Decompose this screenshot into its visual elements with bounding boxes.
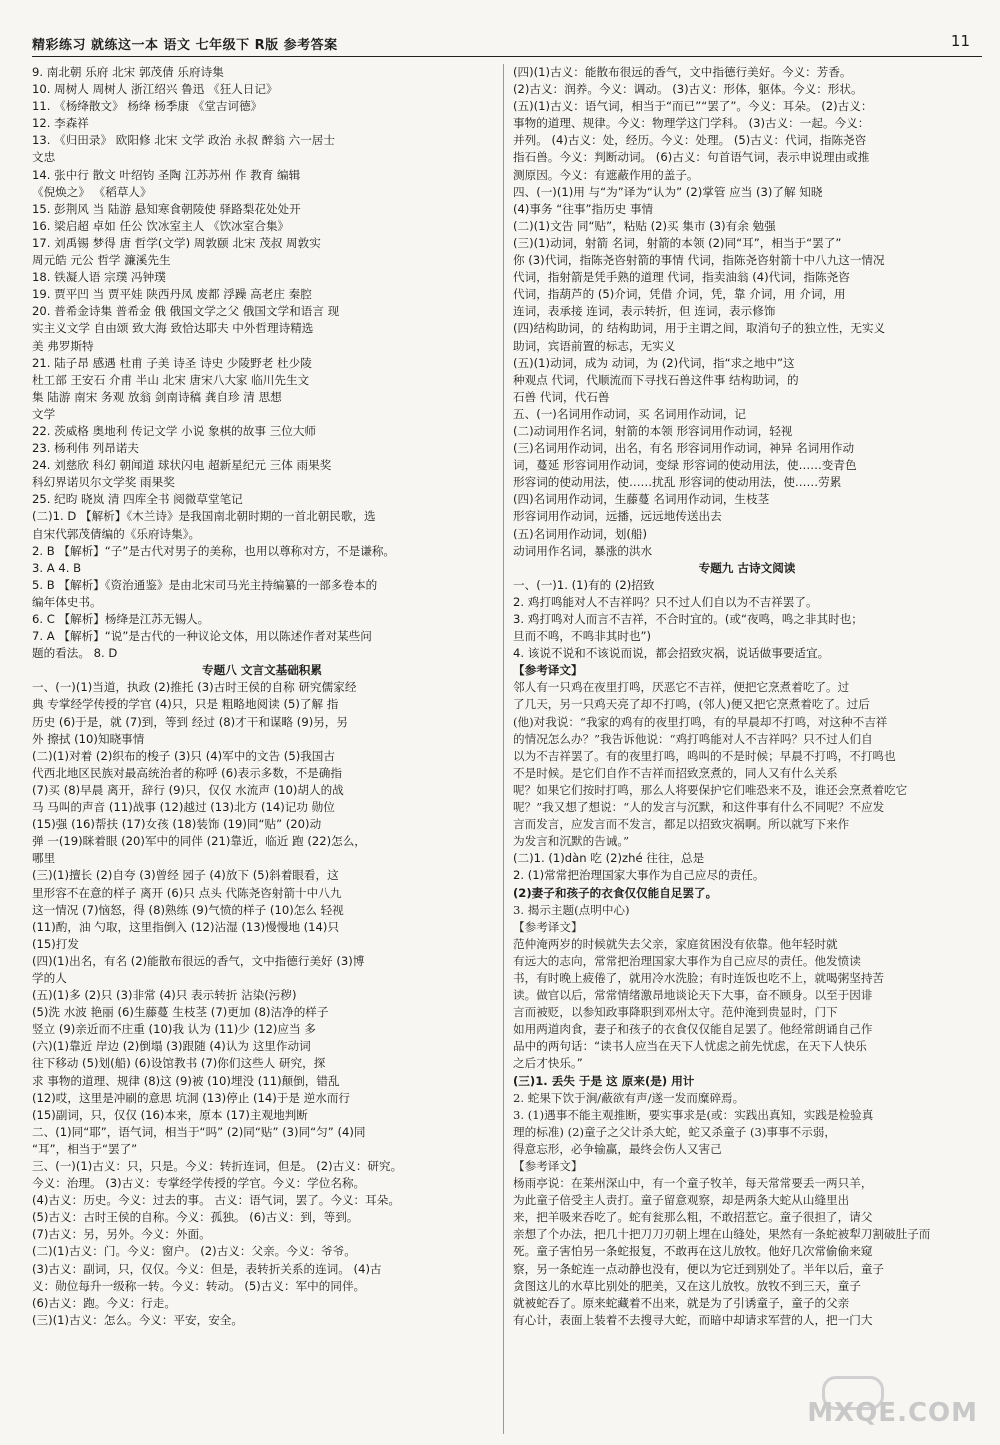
text-line: “耳”，相当于“罢了” <box>32 1141 138 1156</box>
text-line: (三)(1)古义：怎么。今义：平安，安全。 <box>32 1312 243 1327</box>
text-line: 贪图这儿的水草比别处的肥美，又在这儿放牧。放牧不到三天，童子 <box>513 1278 861 1293</box>
running-title: 精彩练习 就练这一本 语文 七年级下 R版 参考答案 <box>32 38 338 53</box>
section-heading: 专题九 古诗文阅读 <box>698 560 796 575</box>
text-line: (15)副词，只，仅仅 (16)本来，原本 (17)主观地判断 <box>32 1107 308 1122</box>
text-line: (12)哎，这里是冲刷的意思 坑洞 (13)停止 (14)于是 逆水而行 <box>32 1090 351 1105</box>
text-line: (五)(1)动词，成为 动词，为 (2)代词，指“求之地中”这 <box>513 355 795 370</box>
text-line: 言而被贬，以参知政事降职到邓州太守。范仲淹到贵显时，门下 <box>513 1005 838 1020</box>
text-line: (4)事务 “往事”指历史 事情 <box>513 201 654 216</box>
text-line: 呢？如果它们按时打鸣，那么人将要保护它们唯恐来不及，谁还会烹煮着吃它 <box>513 782 908 797</box>
text-line: 今义：治理。 (3)古义：专掌经学传授的学官。今义：学位名称。 <box>32 1176 366 1191</box>
text-line: 编年体史书。 <box>32 594 102 609</box>
translation-label: 【参考译文】 <box>513 663 583 678</box>
text-line: 实主义文学 自由颂 致大海 致恰达耶夫 中外哲理诗精选 <box>32 321 314 336</box>
text-line: (6)古义：跑。今义：行走。 <box>32 1295 176 1310</box>
text-line: 种观点 代词，代顺流而下寻找石兽这件事 结构助词，的 <box>513 372 799 387</box>
text-line: 死。童子害怕另一条蛇报复，不敢再在这儿放牧。他好几次常偷偷来窥 <box>513 1244 873 1259</box>
text-line: (四)结构助词，的 结构助词，用于主谓之间，取消句子的独立性，无实义 <box>513 321 886 336</box>
text-line: (5)古义：古时王侯的自称。今义：孤独。 (6)古义：到，等到。 <box>32 1210 359 1225</box>
text-line: (三)(1)动词，射箭 名词，射箭的本领 (2)同“耳”，相当于“罢了” <box>513 235 842 250</box>
text-line: 有远大的志向，常常把治理国家大事作为自己应尽的责任。他发愤读 <box>513 953 861 968</box>
text-line: (四)(1)出名，有名 (2)能散布很远的香气，文中指德行美好 (3)博 <box>32 953 365 968</box>
text-line: 5. B 【解析】《资治通鉴》是由北宋司马光主持编纂的一部多卷本的 <box>32 577 378 592</box>
text-line: 3. 揭示主题(点明中心) <box>513 902 630 917</box>
text-line: 16. 梁启超 卓如 任公 饮冰室主人 《饮冰室合集》 <box>32 218 290 233</box>
text-line: 19. 贾平凹 当 贾平娃 陕西丹凤 废都 浮躁 高老庄 秦腔 <box>32 287 312 302</box>
text-line: 2. B 【解析】“子”是古代对男子的美称，也用以尊称对方，不是谦称。 <box>32 543 396 558</box>
text-line: (5)洗 水波 艳丽 (6)生藤蔓 生枝茎 (7)更加 (8)洁净的样子 <box>32 1005 329 1020</box>
text-line: 就被蛇吞了。原来蛇藏着不出来，就是为了引诱童子，童子的父亲 <box>513 1295 850 1310</box>
text-line: (五)名词用作动词，划(船) <box>513 526 648 541</box>
text-line: (四)名词用作动词，生藤蔓 名词用作动词，生枝茎 <box>513 492 770 507</box>
text-line: 4. 该说不说和不该说而说，都会招致灾祸，说话做事要适宜。 <box>513 646 830 661</box>
text-line: 学的人 <box>32 970 67 985</box>
text-line: 测原因。今义：有遮蔽作用的盖子。 <box>513 167 699 182</box>
text-line: 11. 《杨绛散文》 杨绛 杨季康 《堂吉诃德》 <box>32 99 263 114</box>
text-line: (他)对我说：“我家的鸡有的夜里打鸣，有的早晨却不打鸣，对这种不吉祥 <box>513 714 888 729</box>
text-line: 言而发言，应发言而不发言，都足以招致灾祸啊。所以就写下来作 <box>513 817 850 832</box>
text-line: 助词，宾语前置的标志，无实义 <box>513 338 676 353</box>
text-line: 2. (1)常常把治理国家大事作为自己应尽的责任。 <box>513 868 765 883</box>
text-line: 3. A 4. B <box>32 560 82 575</box>
text-line: 你 (3)代词，指陈尧咨射箭的事情 代词，指陈尧咨射箭十中八九这一情况 <box>513 253 885 268</box>
text-line: 五、(一)名词用作动词，买 名词用作动词，记 <box>513 406 747 421</box>
text-line: 【参考译文】 <box>513 1159 583 1173</box>
text-line: 20. 普希金诗集 普希金 俄 俄国文学之父 俄国文学和语言 现 <box>32 304 340 319</box>
text-line: 旦而不鸣，不鸣非其时也”) <box>513 629 652 644</box>
text-line: 13. 《归田录》 欧阳修 北宋 文学 政治 永叔 醉翁 六一居士 <box>32 133 335 148</box>
text-line: 亲想了个办法，把几十把刀刀刃朝上埋在山缝处，果然有一条蛇被犁刀割破肚子而 <box>513 1227 931 1242</box>
text-line: 哪里 <box>32 851 56 866</box>
text-line: 代词，指葫芦的 (5)介词，凭借 介词，凭，靠 介词，用 介词，用 <box>513 287 846 302</box>
text-line: 这一情况 (7)恼怒，得 (8)熟练 (9)气愤的样子 (10)怎么 轻视 <box>32 902 344 917</box>
text-line: 【参考译文】 <box>513 919 583 934</box>
text-line: 代词，指射箭是凭手熟的道理 代词，指卖油翁 (4)代词，指陈尧咨 <box>513 270 850 285</box>
translation-label: (2)妻子和孩子的衣食仅仅能自足罢了。 <box>513 885 718 900</box>
text-line: (二)1. (1)dàn 吃 (2)zhé 往往，总是 <box>513 851 705 866</box>
text-line: 读。做官以后，常常情绪激昂地谈论天下大事，奋不顾身。以至于因诽 <box>513 988 873 1003</box>
text-line: (15)强 (16)帮扶 (17)女孩 (18)装饰 (19)同“贴” (20)动 <box>32 817 322 832</box>
text-line: (六)(1)靠近 岸边 (2)倒塌 (3)跟随 (4)认为 这里作动词 <box>32 1039 311 1054</box>
section-heading: 专题八 文言文基础积累 <box>202 663 322 678</box>
text-line: 为此童子倍受主人责打。童子留意观察，却是两条大蛇从山缝里出 <box>513 1193 850 1208</box>
text-line: 指石兽。今义：判断动词。 (6)古义：句首语气词，表示申说理由或推 <box>513 150 870 165</box>
text-line: (二)动词用作名词，射箭的本领 形容词用作动词，轻视 <box>513 423 793 438</box>
text-line: 书，有时晚上疲倦了，就用冷水洗脸；有时连饭也吃不上，就喝粥坚持苦 <box>513 970 885 985</box>
page-header <box>32 34 982 56</box>
text-line: 25. 纪昀 晓岚 清 四库全书 阅微草堂笔记 <box>32 492 243 507</box>
text-line: 17. 刘禹锡 梦得 唐 哲学(文学) 周敦颐 北宋 茂叔 周敦实 <box>32 235 321 250</box>
text-line: 呢？”我又想了想说：“人的发言与沉默，和这件事有什么不同呢？不应发 <box>513 800 885 815</box>
left-column <box>32 64 492 1329</box>
text-line: 察，另一条蛇连一点动静也没有，便以为它迁到别处了。半年以后，童子 <box>513 1261 885 1276</box>
text-line: 2. 鸡打鸣能对人不吉祥吗？只不过人们自以为不吉祥罢了。 <box>513 594 818 609</box>
watermark <box>807 1374 982 1434</box>
text-line: 了几天，另一只鸡天亮了却不打鸣，(邻人)便又把它烹煮着吃了。过后 <box>513 697 870 712</box>
text-line: 里形容不在意的样子 离开 (6)只 点头 代陈尧咨射箭十中八九 <box>32 885 342 900</box>
text-line: 四、(一)(1)用 与“为”译为“认为” (2)掌管 应当 (3)了解 知晓 <box>513 184 823 199</box>
text-line: 形容词的使动用法，使……扰乱 形容词的使动用法，使……劳累 <box>513 475 842 490</box>
text-line: 事物的道理、规律。今义：物理学这门学科。 (3)古义：一起。今义： <box>513 116 870 131</box>
text-line: (二)(1)古义：门。今义：窗户。 (2)古义：父亲。今义：爷爷。 <box>32 1244 356 1259</box>
text-line: 求 事物的道理、规律 (8)这 (9)被 (10)埋没 (11)颠倒，错乱 <box>32 1073 340 1088</box>
text-line: 9. 南北朝 乐府 北宋 郭茂倩 乐府诗集 <box>32 65 224 79</box>
text-line: (五)(1)古义：语气词，相当于“而已”“罢了”。今义：耳朵。 (2)古义： <box>513 99 873 114</box>
text-line: 10. 周树人 周树人 浙江绍兴 鲁迅 《狂人日记》 <box>32 82 278 97</box>
text-line: 2. 蛇果下饮于涧/蔽欲有声/遂一发而糜碎焉。 <box>513 1090 745 1105</box>
text-line: 22. 茨威格 奥地利 传记文学 小说 象棋的故事 三位大师 <box>32 423 317 438</box>
text-line: (7)买 (8)早晨 离开，辞行 (9)只，仅仅 水流声 (10)胡人的战 <box>32 782 344 797</box>
text-line: 杨雨亭说：在莱州深山中，有一个童子牧羊，每天常常要丢一两只羊， <box>513 1176 873 1191</box>
text-line: 如用两道肉食，妻子和孩子的衣食仅仅能自足罢了。他经常朗诵自己作 <box>513 1022 873 1037</box>
text-line: 美 弗罗斯特 <box>32 338 94 353</box>
watermark-text: MXQE.COM <box>807 1398 978 1428</box>
text-line: 马 马叫的声音 (11)战事 (12)越过 (13)北方 (14)记功 勋位 <box>32 800 335 815</box>
text-line: 题的看法。 8. D <box>32 646 118 661</box>
text-line: 有心计，表面上装着不去搜寻大蛇，而暗中却请求军营的人，把一门大 <box>513 1312 873 1327</box>
text-line: 文忠 <box>32 150 56 165</box>
text-line: (15)打发 <box>32 936 79 951</box>
text-line: (4)古义：历史。今义：过去的事。 古义：语气词，罢了。今义：耳朵。 <box>32 1193 400 1208</box>
text-line: 以为不吉祥罢了。有的夜里打鸣，鸣叫的不是时候；早晨不打鸣，不打鸣也 <box>513 748 896 763</box>
page-number: 11 <box>950 32 970 50</box>
text-line: 3. (1)遇事不能主观推断，要实事求是(或：实践出真知，实践是检验真 <box>513 1107 874 1122</box>
text-line: 为发言和沉默的告诫。” <box>513 834 630 849</box>
text-line: (二)(1)对着 (2)织布的梭子 (3)只 (4)军中的文告 (5)我国古 <box>32 748 335 763</box>
text-line: 三、(一)(1)古义：只，只是。今义：转折连词，但是。 (2)古义：研究。 <box>32 1159 403 1173</box>
text-line: (7)古义：另，另外。今义：外面。 <box>32 1227 211 1242</box>
text-line: 动词用作名词，暴涨的洪水 <box>513 543 653 558</box>
text-line: 21. 陆子昂 感遇 杜甫 子美 诗圣 诗史 少陵野老 杜少陵 <box>32 355 312 370</box>
text-line: 科幻界诺贝尔文学奖 雨果奖 <box>32 475 175 490</box>
text-line: 二、(1)同“耶”，语气词，相当于“吗” (2)同“贴” (3)同“匀” (4)同 <box>32 1124 366 1139</box>
text-line: 12. 李森祥 <box>32 116 89 131</box>
column-divider <box>503 64 504 1434</box>
text-line: 6. C 【解析】杨绛是江苏无锡人。 <box>32 612 210 626</box>
text-line: 理的标准) (2)童子之父计杀大蛇，蛇又杀童子 (3)事事不示弱， <box>513 1124 836 1139</box>
text-line: (四)(1)古义：能散布很远的香气，文中指德行美好。今义：芳香。 <box>513 65 852 79</box>
text-line: 3. 鸡打鸣对人而言不吉祥，不合时宜的。(或“夜鸣，鸣之非其时也； <box>513 612 863 626</box>
text-line: 历史 (6)于是，就 (7)到，等到 经过 (8)才干和谋略 (9)另，另 <box>32 714 348 729</box>
text-line: 18. 铁凝人语 宗璞 冯钟璞 <box>32 270 166 285</box>
text-line: (二)(1)文告 同“贴”，粘贴 (2)买 集市 (3)有余 勉强 <box>513 218 776 233</box>
text-line: 往下移动 (5)划(船) (6)设馆教书 (7)你们这些人 研究，探 <box>32 1056 326 1071</box>
text-line: (三)(1)擅长 (2)自夸 (3)曾经 园子 (4)放下 (5)斜着眼看，这 <box>32 868 339 883</box>
text-line: 外 擦拭 (10)知晓事情 <box>32 731 145 746</box>
text-line: 代西北地区民族对最高统治者的称呼 (6)表示多数，不是确指 <box>32 765 342 780</box>
text-line: (五)(1)多 (2)只 (3)非常 (4)只 表示转折 沾染(污秽) <box>32 988 297 1003</box>
text-line: 形容词用作动词，远播，远远地传送出去 <box>513 509 722 524</box>
text-line: 邻人有一只鸡在夜里打鸣，厌恶它不吉祥，便把它烹煮着吃了。过 <box>513 680 850 695</box>
text-line: 15. 彭荆风 当 陆游 悬知寒食朝陵使 驿路梨花处处开 <box>32 201 301 216</box>
text-line: 自宋代郭茂倩编的《乐府诗集》。 <box>32 526 201 541</box>
text-line: (二)1. D 【解析】《木兰诗》是我国南北朝时期的一首北朝民歌，选 <box>32 509 376 524</box>
text-line: 集 陆游 南宋 务观 放翁 剑南诗稿 龚自珍 清 思想 <box>32 389 282 404</box>
text-line: 不是时候。是它们自作不吉祥而招致烹煮的，同人又有什么关系 <box>513 765 838 780</box>
text-line: 7. A 【解析】“说”是古代的一种议论文体，用以陈述作者对某些问 <box>32 629 372 644</box>
text-line: 范仲淹两岁的时候就失去父亲，家庭贫困没有依靠。他年轻时就 <box>513 936 838 951</box>
text-line: 24. 刘慈欣 科幻 朝闻道 球状闪电 超新星纪元 三体 雨果奖 <box>32 458 332 473</box>
text-line: 弹 一(19)眯着眼 (20)军中的同伴 (21)靠近，临近 跑 (22)怎么， <box>32 834 366 849</box>
text-line: 典 专掌经学传授的学官 (4)只，只是 粗略地阅读 (5)了解 指 <box>32 697 339 712</box>
text-line: 词，蔓延 形容词用作动词，变绿 形容词的使动用法，使……变青色 <box>513 458 857 473</box>
header-rule <box>32 56 982 57</box>
text-line: 文学 <box>32 406 56 421</box>
text-line: 并列。 (4)古义：处，经历。今义：处理。 (5)古义：代词，指陈尧咨 <box>513 133 867 148</box>
text-line: 连词，表承接 连词，表示转折，但 连词，表示修饰 <box>513 304 776 319</box>
text-line: 义：勋位每升一级称一转。今义：转动。 (5)古义：军中的同伴。 <box>32 1278 366 1293</box>
text-line: 杜工部 王安石 介甫 半山 北宋 唐宋八大家 临川先生文 <box>32 372 310 387</box>
text-line: 之后才快乐。” <box>513 1056 583 1071</box>
text-line: 一、(一)1. (1)有的 (2)招致 <box>513 577 655 592</box>
text-line: 品中的两句话：“读书人应当在天下人忧虑之前先忧虑，在天下人快乐 <box>513 1039 867 1054</box>
text-line: 得意忘形，必争输赢，最终会伤人又害己 <box>513 1141 722 1156</box>
text-line: (3)古义：副词，只，仅仅。今义：但是，表转折关系的连词。 (4)古 <box>32 1261 382 1276</box>
text-line: (2)古义：润养。今义：调动。 (3)古义：形体，躯体。今义：形状。 <box>513 82 863 97</box>
text-line: 23. 杨利伟 列昂诺夫 <box>32 441 139 456</box>
text-line: 石兽 代词，代石兽 <box>513 389 610 404</box>
text-line: 竖立 (9)亲近而不庄重 (10)我 认为 (11)少 (12)应当 多 <box>32 1022 316 1037</box>
text-line: (11)酌，油 勺取，这里指倒入 (12)沾湿 (13)慢慢地 (14)只 <box>32 919 340 934</box>
text-line: 14. 张中行 散文 叶绍钧 圣陶 江苏苏州 作 教育 编辑 <box>32 167 301 182</box>
text-line: 一、(一)(1)当道，执政 (2)推托 (3)古时王侯的自称 研究儒家经 <box>32 680 357 695</box>
text-line: 《倪焕之》 《稻草人》 <box>32 184 152 199</box>
text-line: 的情况怎么办？”我告诉他说：“鸡打鸣能对人不吉祥吗？只不过人们自 <box>513 731 873 746</box>
right-column <box>513 64 981 1329</box>
text-line: 周元皓 元公 哲学 濂溪先生 <box>32 253 171 268</box>
translation-label: (三)1. 丢失 于是 这 原来(是) 用计 <box>513 1073 695 1088</box>
text-line: (三)名词用作动词，出名，有名 形容词用作动词，神异 名词用作动 <box>513 441 855 456</box>
text-line: 来，把羊吸来吞吃了。蛇有瓮那么粗，不敢招惹它。童子很担了，请父 <box>513 1210 873 1225</box>
